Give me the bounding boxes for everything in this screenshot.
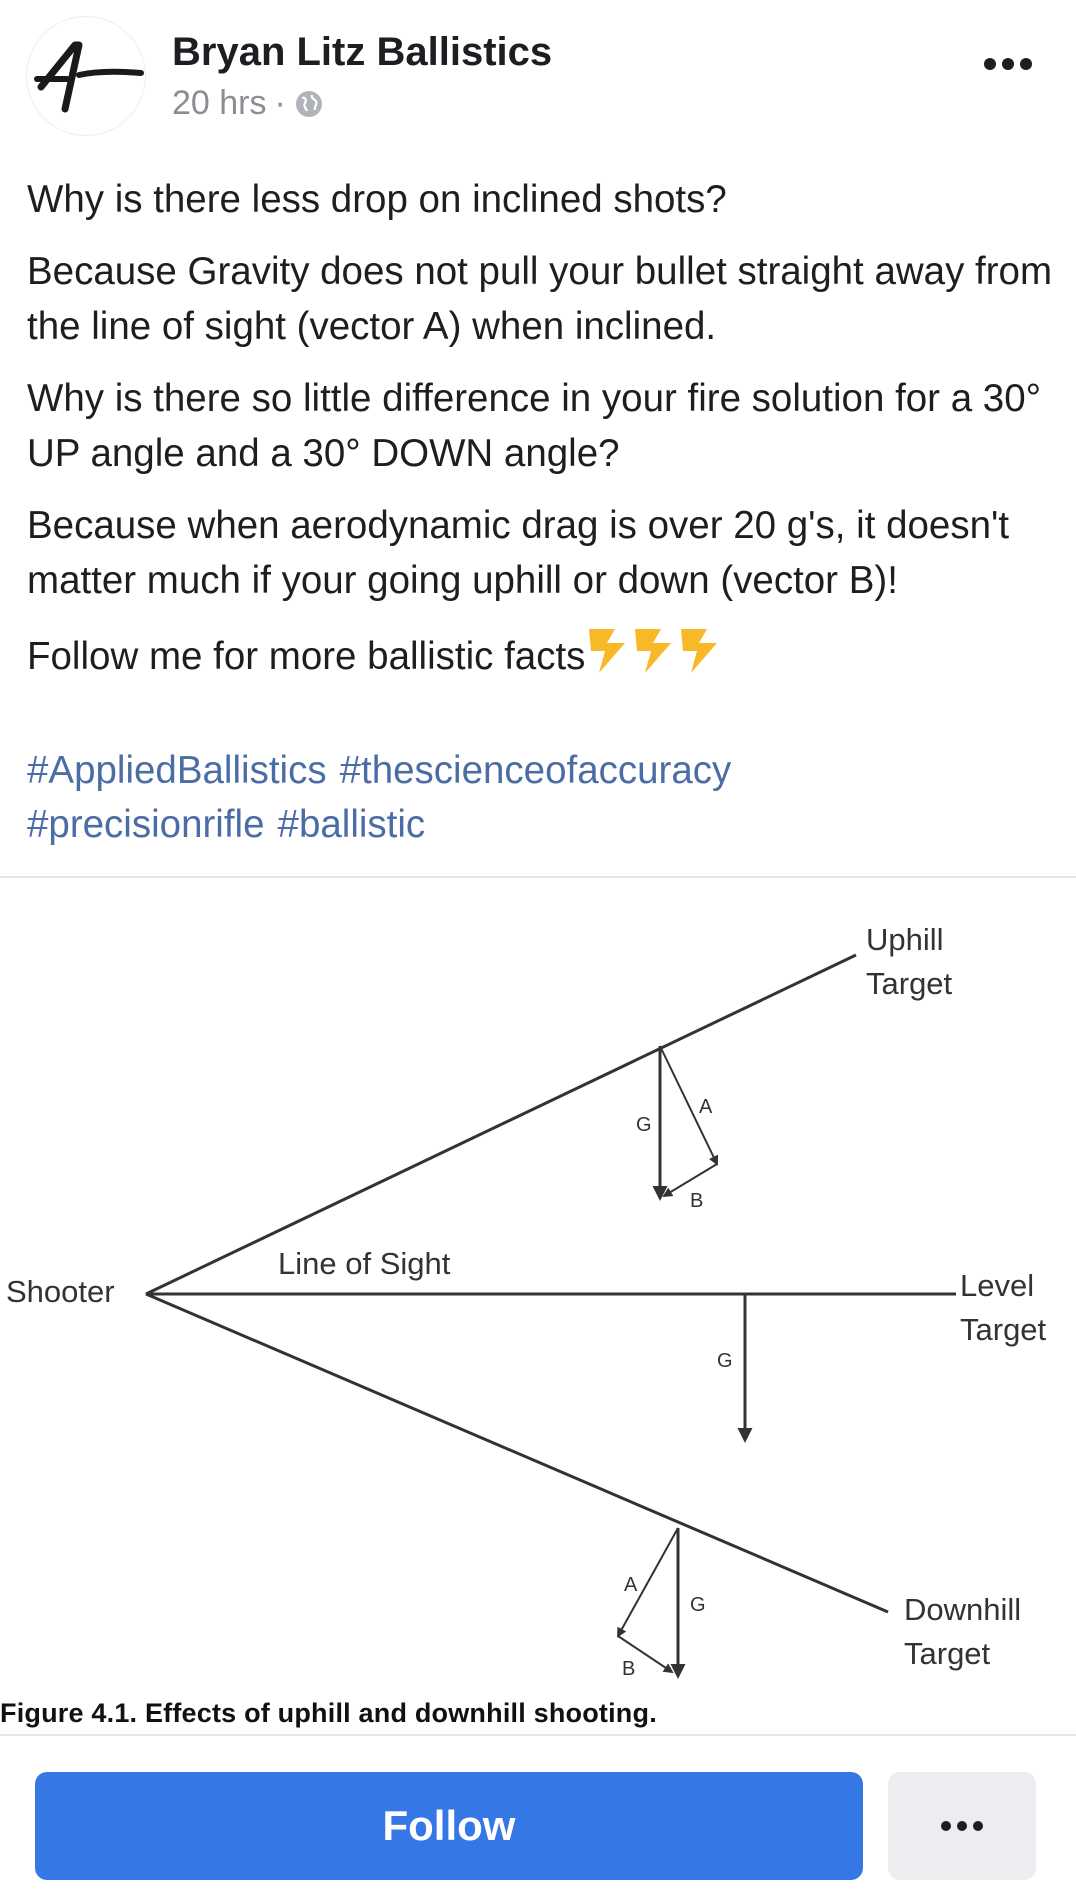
downhill-a-label: A xyxy=(624,1574,638,1596)
downhill-target-label xyxy=(904,1588,1021,1676)
uphill-label-line: Uphill xyxy=(866,922,944,957)
more-horizontal-icon xyxy=(888,1772,1036,1880)
post-time[interactable]: 20 hrs xyxy=(172,84,267,122)
uphill-label-line: Target xyxy=(866,966,953,1001)
follow-line-text: Follow me for more ballistic facts xyxy=(27,635,586,678)
page-name[interactable]: Bryan Litz Ballistics xyxy=(172,30,553,74)
level-g-label: G xyxy=(717,1350,733,1372)
lightning-bolt-icon xyxy=(677,625,721,675)
downhill-g-label: G xyxy=(690,1594,706,1616)
downhill-label-line: Downhill xyxy=(904,1592,1022,1627)
hashtag-link[interactable]: #thescienceofaccuracy xyxy=(339,749,732,792)
post-meta xyxy=(172,84,324,123)
downhill-label-line: Target xyxy=(904,1636,991,1671)
post-image-figure[interactable] xyxy=(0,876,1076,1736)
post-paragraph: Because when aerodynamic drag is over 20 g's, it doesn't matter much if your going uphill or down (vector B)! xyxy=(27,504,1010,602)
uphill-g-label: G xyxy=(636,1114,652,1136)
post-header xyxy=(0,0,1076,150)
post-paragraph: Why is there so little difference in your fire solution for a 30° UP angle and a 30° DOWN angle? xyxy=(27,377,1042,475)
follow-button[interactable]: Follow xyxy=(35,1772,863,1880)
meta-separator: · xyxy=(274,84,286,122)
lightning-bolt-icon xyxy=(585,625,629,675)
downhill-b-label: B xyxy=(622,1658,636,1680)
downhill-line xyxy=(146,1294,888,1612)
shooter-label: Shooter xyxy=(6,1274,115,1309)
uphill-b-label: B xyxy=(690,1190,704,1212)
hashtags xyxy=(27,744,1057,852)
uphill-a-label: A xyxy=(699,1096,713,1118)
figure-caption: Figure 4.1. Effects of uphill and downhill shooting. xyxy=(0,1698,657,1728)
lightning-bolt-icon xyxy=(631,625,675,675)
hashtag-link[interactable]: #ballistic xyxy=(277,803,426,846)
more-actions-button[interactable] xyxy=(888,1772,1036,1880)
level-target-label xyxy=(960,1264,1046,1352)
level-label-line: Level xyxy=(960,1268,1035,1303)
line-of-sight-label: Line of Sight xyxy=(278,1246,451,1281)
uphill-line xyxy=(146,955,856,1294)
page-avatar[interactable] xyxy=(26,16,146,136)
hashtag-link[interactable]: #AppliedBallistics xyxy=(27,749,327,792)
action-bar xyxy=(0,1744,1076,1904)
follow-line xyxy=(27,625,1057,684)
applied-ballistics-logo-icon xyxy=(27,17,145,135)
more-horizontal-icon xyxy=(978,40,1038,90)
hashtag-link[interactable]: #precisionrifle xyxy=(27,803,265,846)
post-body xyxy=(27,172,1057,701)
uphill-target-label xyxy=(866,918,952,1006)
post-paragraph: Because Gravity does not pull your bullet straight away from the line of sight (vector A) when inclined. xyxy=(27,250,1053,348)
level-label-line: Target xyxy=(960,1312,1047,1347)
post-paragraph: Why is there less drop on inclined shots? xyxy=(27,178,727,221)
globe-icon xyxy=(294,89,324,119)
post-options-button[interactable] xyxy=(978,40,1038,90)
